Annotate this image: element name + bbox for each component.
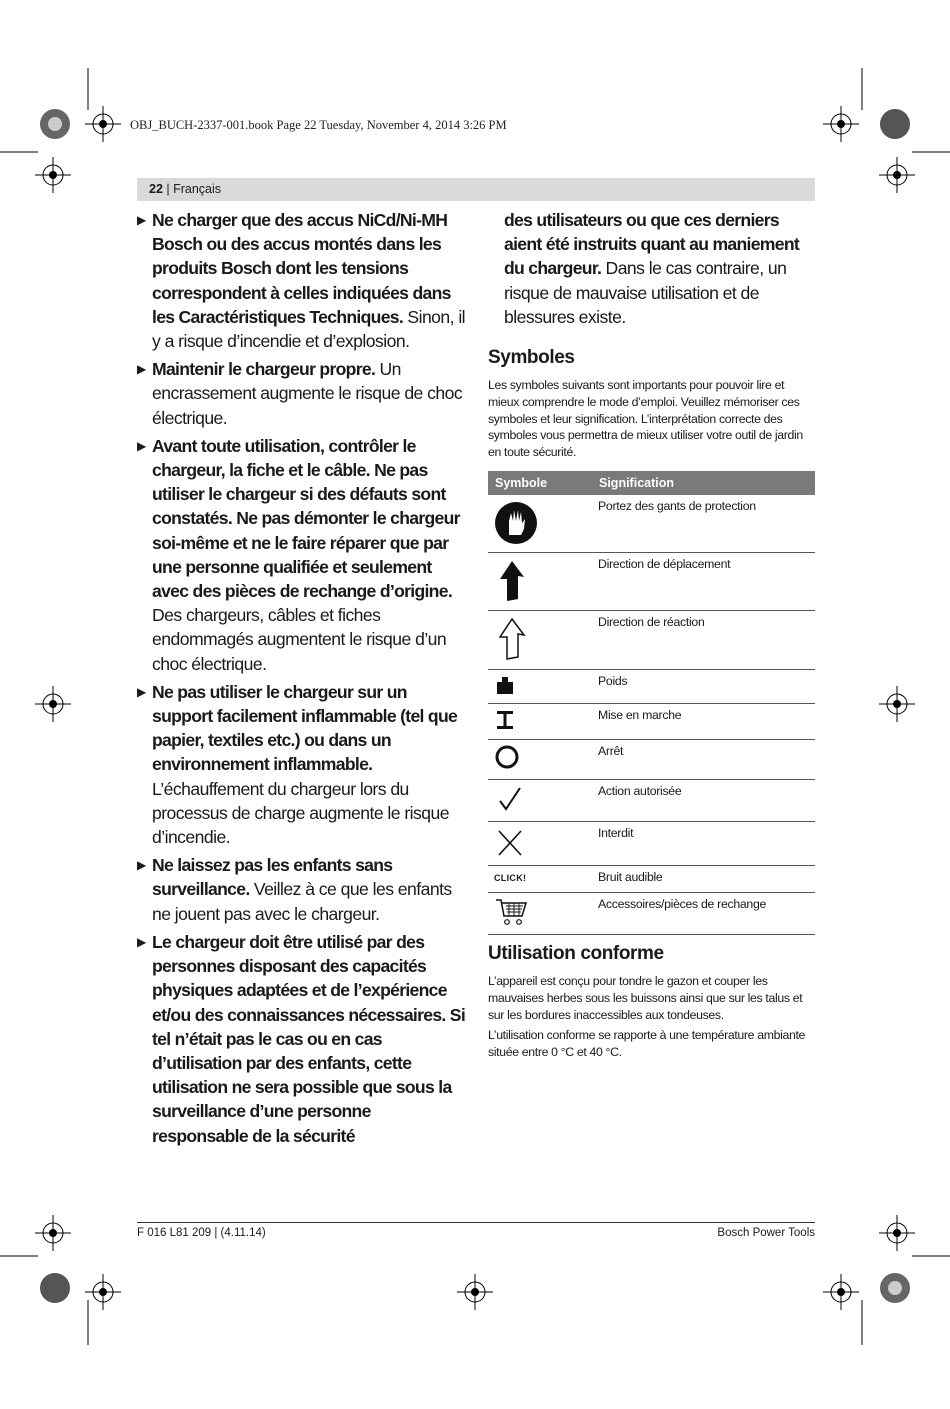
- table-row: [488, 893, 815, 935]
- direction-movement-icon: [494, 557, 530, 603]
- table-row: [488, 704, 815, 740]
- bullet-bold: Ne laissez pas les enfants sans surveillance.: [152, 855, 393, 900]
- table-row: [488, 495, 815, 553]
- bullet-text: L’échauffement du chargeur lors du processus de charge augmente le risque d’incendie.: [152, 778, 449, 848]
- bullet-arrow-icon: ▶: [137, 362, 146, 377]
- footer-brand: Bosch Power Tools: [717, 1227, 815, 1239]
- cross-icon: [494, 826, 526, 858]
- footer-divider: [137, 1222, 815, 1223]
- safety-bullet: [137, 853, 467, 926]
- bullet-text: Un encrassement augmente le risque de choc électrique.: [152, 359, 463, 428]
- bullet-text: Des chargeurs, câbles et fiches endommagés augmentent le risque d’un choc électrique.: [152, 605, 447, 674]
- continuation-text: Dans le cas contraire, un risque de mauvaise utilisation et de blessures existe.: [504, 258, 787, 327]
- safety-bullet: [137, 680, 467, 849]
- safety-bullet: [137, 357, 467, 430]
- meaning: Mise en marche: [592, 704, 815, 740]
- bullet-arrow-icon: ▶: [137, 934, 146, 949]
- continuation-bold: des utilisateurs ou que ces derniers aient été instruits quant au maniement du chargeur.: [504, 210, 800, 279]
- symbols-heading: Symboles: [488, 347, 575, 369]
- footer-doc-number: F 016 L81 209 | (4.11.14): [137, 1227, 266, 1239]
- table-row: [488, 780, 815, 822]
- meaning: Direction de réaction: [592, 611, 815, 670]
- bullet-bold: Le chargeur doit être utilisé par des personnes disposant des capacités physiques adaptées et de l’expérience et/ou des connaissances nécessaires. Si tel n’était pas le cas ou en cas d’utilisation par des enfants, cette utilisation ne sera possible que sous la surveillance d’une personne responsable de la sécurité: [152, 931, 466, 1146]
- usage-heading: Utilisation conforme: [488, 943, 664, 964]
- meaning: Poids: [592, 670, 815, 704]
- usage-paragraph: L’utilisation conforme se rapporte à une température ambiante située entre 0 °C et 40 °C.: [488, 1028, 806, 1060]
- table-row: [488, 611, 815, 670]
- print-info: OBJ_BUCH-2337-001.book Page 22 Tuesday, November 4, 2014 3:26 PM: [130, 118, 507, 132]
- symbols-table: [488, 471, 815, 935]
- table-row: [488, 866, 815, 893]
- header-separator: |: [162, 182, 174, 196]
- page-number-language: [149, 182, 221, 196]
- meaning: Action autorisée: [592, 780, 815, 822]
- usage-paragraph: L’appareil est conçu pour tondre le gazon et couper les mauvaises herbes sous les buissons ainsi que sur les talus et sur les bordures inaccessibles aux tondeuses.: [488, 974, 803, 1022]
- page-number: 22: [149, 182, 163, 196]
- table-row: [488, 670, 815, 704]
- meaning: Portez des gants de protection: [592, 495, 815, 553]
- bullet-arrow-icon: ▶: [137, 438, 146, 453]
- bullet-bold: Ne pas utiliser le chargeur sur un support facilement inflammable (tel que papier, textiles etc.) ou dans un environnement inflammable.: [152, 681, 458, 775]
- bullet-continuation: [488, 208, 816, 329]
- language-label: Français: [173, 182, 222, 196]
- left-column: [137, 208, 467, 1152]
- table-row: [488, 553, 815, 611]
- meaning: Bruit audible: [592, 866, 815, 893]
- bullet-bold: Maintenir le chargeur propre.: [152, 359, 376, 380]
- meaning: Interdit: [592, 822, 815, 866]
- safety-bullet: [137, 434, 467, 676]
- table-header-row: [488, 471, 815, 495]
- bullet-text: Sinon, il y a risque d’incendie et d’explosion.: [152, 306, 466, 352]
- check-icon: [494, 784, 524, 814]
- bullet-bold: Ne charger que des accus NiCd/Ni-MH Bosch ou des accus montés dans les produits Bosch dont les tensions correspondent à celles indiquées dans les Caractéristiques Techniques.: [152, 210, 451, 327]
- shopping-cart-icon: [494, 897, 530, 927]
- col-symbol-header: Symbole: [488, 471, 592, 495]
- safety-bullet: [137, 208, 467, 353]
- table-row: [488, 740, 815, 780]
- right-column: [488, 208, 816, 1065]
- bullet-arrow-icon: ▶: [137, 858, 146, 873]
- click-icon: CLICK!: [494, 873, 527, 883]
- page-header: [137, 178, 815, 201]
- gloves-icon: [494, 499, 540, 545]
- bullet-arrow-icon: ▶: [137, 213, 146, 227]
- safety-bullet: [137, 930, 467, 1148]
- meaning: Arrêt: [592, 740, 815, 780]
- meaning: Direction de déplacement: [592, 553, 815, 611]
- bullet-arrow-icon: ▶: [137, 684, 146, 699]
- weight-icon: [494, 674, 518, 696]
- table-row: [488, 822, 815, 866]
- bullet-text: Veillez à ce que les enfants ne jouent pas avec le chargeur.: [152, 879, 452, 924]
- direction-reaction-icon: [494, 615, 530, 661]
- symbols-intro: Les symboles suivants sont importants pour pouvoir lire et mieux comprendre le mode d’emploi. Veuillez mémoriser ces symboles et leur signification. L’interprétation correcte des symboles vous permettra de mieux utiliser votre outil de jardin en toute sécurité.: [488, 378, 803, 460]
- power-off-icon: [494, 744, 522, 772]
- bullet-bold: Avant toute utilisation, contrôler le chargeur, la fiche et le câble. Ne pas utiliser le chargeur si des défauts sont constatés. Ne pas démonter le chargeur soi-même et ne le faire réparer que par une personne qualifiée et seulement avec des pièces de rechange d’origine.: [152, 435, 460, 602]
- col-meaning-header: Signification: [592, 471, 815, 495]
- power-on-icon: [494, 708, 518, 732]
- meaning: Accessoires/pièces de rechange: [592, 893, 815, 935]
